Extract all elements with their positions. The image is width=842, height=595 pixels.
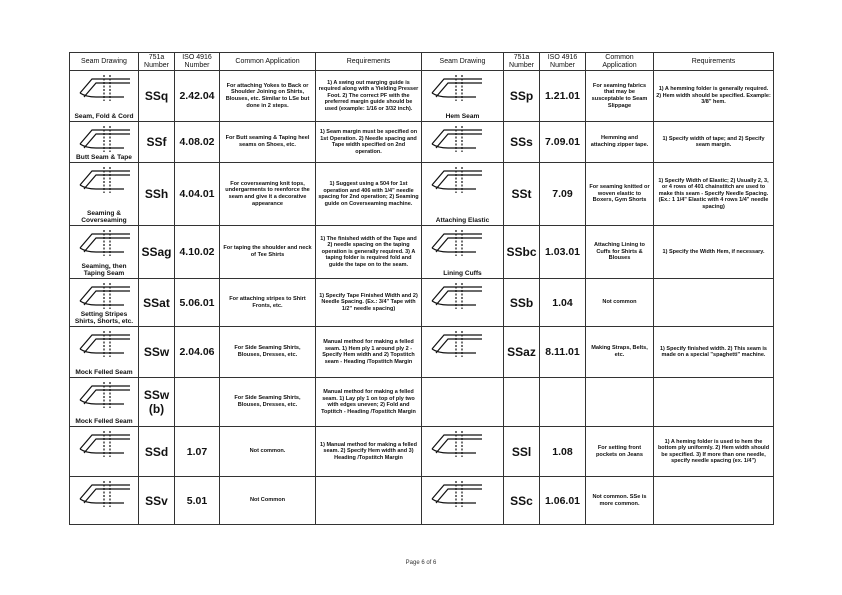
seam-iso-number: 4.10.02 [175, 226, 220, 279]
header-751a-number: 751a Number [139, 53, 175, 71]
seam-drawing-icon [426, 124, 486, 156]
seam-iso-number: 7.09 [540, 163, 586, 226]
seam-application: Attaching Lining to Cuffs for Shirts & Blouses [586, 226, 654, 279]
seam-requirements: Manual method for making a felled seam. 1) Lay ply 1 on top of ply two with edges uneven; 2) Fold and Toptitch - Heading /Topstitch Margin [316, 378, 422, 427]
table-row [70, 71, 774, 122]
seam-drawing-icon [426, 165, 486, 197]
seam-751a-number: SSc [504, 477, 540, 525]
seam-application: Making Straps, Belts, etc. [586, 327, 654, 378]
seam-application: Not common. SSe is more common. [586, 477, 654, 525]
seam-drawing-cell [422, 163, 504, 226]
seam-requirements: 1) Specify finished width. 2) This seam is made on a special "spaghetti" machine. [654, 327, 774, 378]
seam-application: For taping the shoulder and neck of Tee Shirts [220, 226, 316, 279]
table-row [70, 427, 774, 477]
seam-requirements [316, 477, 422, 525]
seam-iso-number: 5.06.01 [175, 279, 220, 327]
seam-iso-number: 8.11.01 [540, 327, 586, 378]
seam-application: For setting front pockets on Jeans [586, 427, 654, 477]
seam-751a-number: SSag [139, 226, 175, 279]
seam-application: Not common. [220, 427, 316, 477]
seam-drawing-cell [422, 378, 504, 427]
page-footer: Page 6 of 6 [405, 560, 437, 566]
seam-application: Not Common [220, 477, 316, 525]
seam-iso-number: 4.08.02 [175, 122, 220, 163]
seam-drawing-cell [422, 122, 504, 163]
seam-drawing-icon [426, 329, 486, 361]
seam-requirements [654, 279, 774, 327]
header-seam-drawing: Seam Drawing [70, 53, 139, 71]
table-row [70, 279, 774, 327]
seam-requirements [654, 378, 774, 427]
seam-drawing-icon [426, 281, 486, 313]
seam-drawing-icon [74, 73, 134, 105]
seam-iso-number: 5.01 [175, 477, 220, 525]
table-row [70, 163, 774, 226]
seam-caption: Hem Seam [445, 113, 480, 120]
seam-application: For attaching stripes to Shirt Fronts, etc. [220, 279, 316, 327]
seam-iso-number: 1.03.01 [540, 226, 586, 279]
seam-751a-number: SSh [139, 163, 175, 226]
seam-caption: Butt Seam & Tape [76, 154, 132, 161]
seam-drawing-cell [70, 226, 139, 279]
seam-drawing-icon [74, 479, 134, 511]
seam-iso-number: 1.07 [175, 427, 220, 477]
seam-requirements: 1) Seam margin must be specified on 1st Operation. 2) Needle spacing and Tape width specified on 2nd operation. [316, 122, 422, 163]
seam-iso-number: 1.21.01 [540, 71, 586, 122]
seam-application [586, 378, 654, 427]
table-row [70, 327, 774, 378]
seam-751a-number: SSf [139, 122, 175, 163]
seam-drawing-icon [426, 228, 486, 260]
seam-iso-number: 4.04.01 [175, 163, 220, 226]
seam-drawing-cell [422, 427, 504, 477]
header-row [70, 53, 774, 71]
table-row [70, 477, 774, 525]
header-common-application: Common Application [220, 53, 316, 71]
seam-requirements: 1) A hemming folder is generally required. 2) Hem width should be specified. Example: 3/8" hem. [654, 71, 774, 122]
seam-application: For Side Seaming Shirts, Blouses, Dresses, etc. [220, 327, 316, 378]
seam-drawing-cell [422, 226, 504, 279]
seam-requirements: 1) Specify the Width Hem, if necessary. [654, 226, 774, 279]
seam-caption: Mock Felled Seam [75, 369, 133, 376]
seam-751a-number: SSt [504, 163, 540, 226]
seam-drawing-cell [70, 122, 139, 163]
seam-caption: Mock Felled Seam [75, 418, 133, 425]
seam-requirements [654, 477, 774, 525]
seam-iso-number [175, 378, 220, 427]
seam-drawing-icon [426, 479, 486, 511]
seam-drawing-icon [74, 165, 134, 197]
seam-751a-number: SSl [504, 427, 540, 477]
table-row [70, 122, 774, 163]
seam-drawing-icon [426, 73, 486, 105]
seam-751a-number: SSbc [504, 226, 540, 279]
seam-caption: Attaching Elastic [435, 217, 490, 224]
seam-751a-number: SSw [139, 327, 175, 378]
seam-requirements: 1) A swing out marging guide is required along with a Yielding Presser Foot. 2) The correct PF with the preferred margin guide should be used (example: 1/16 or 3/32 inch). [316, 71, 422, 122]
header-common-application: Common Application [586, 53, 654, 71]
header-751a-number: 751a Number [504, 53, 540, 71]
seam-751a-number: SSb [504, 279, 540, 327]
seam-requirements: 1) A heming folder is used to hem the bottom ply uniformly. 2) Hem width should be specified. 3) If more than one needle, specify needle spacing (ex. 1/4") [654, 427, 774, 477]
seam-requirements: 1) Suggest using a 504 for 1st operation and 406 with 1/4" needle spacing for 2nd operation; 2) Seaming guide on Coverseaming machine. [316, 163, 422, 226]
seam-drawing-icon [74, 228, 134, 260]
seam-751a-number: SSat [139, 279, 175, 327]
seam-drawing-icon [74, 329, 134, 361]
seam-application: For Side Seaming Shirts, Blouses, Dresses, etc. [220, 378, 316, 427]
seam-application: For coverseaming knit tops, undergarments to reenforce the seam and give it a decorative appearance [220, 163, 316, 226]
seam-drawing-icon [74, 124, 134, 156]
seam-751a-number: SSs [504, 122, 540, 163]
seam-application: For seaming fabrics that may be susceptable to Seam Slippage [586, 71, 654, 122]
seam-751a-number: SSq [139, 71, 175, 122]
seam-iso-number: 1.04 [540, 279, 586, 327]
seam-application: Not common [586, 279, 654, 327]
seam-requirements: 1) Manual method for making a felled seam. 2) Specify Hem width and 3) Heading /Topstitch Margin [316, 427, 422, 477]
seam-drawing-cell [70, 477, 139, 525]
seam-iso-number: 1.06.01 [540, 477, 586, 525]
seam-751a-number [504, 378, 540, 427]
seam-drawing-icon [74, 281, 134, 313]
seam-drawing-cell [422, 477, 504, 525]
header-seam-drawing: Seam Drawing [422, 53, 504, 71]
seam-iso-number: 1.08 [540, 427, 586, 477]
seam-caption: Lining Cuffs [443, 270, 482, 277]
header-iso-number: ISO 4916 Number [540, 53, 586, 71]
seam-drawing-cell [70, 378, 139, 427]
table-row [70, 226, 774, 279]
seam-drawing-cell [70, 279, 139, 327]
seam-application: Hemming and attaching zipper tape. [586, 122, 654, 163]
seam-drawing-cell [70, 327, 139, 378]
seam-requirements: 1) Specify width of tape; and 2) Specify seam margin. [654, 122, 774, 163]
seam-iso-number [540, 378, 586, 427]
seam-iso-number: 2.42.04 [175, 71, 220, 122]
seam-caption: Setting Stripes Shirts, Shorts, etc. [74, 311, 134, 325]
seam-caption: Seam, Fold & Cord [74, 113, 134, 120]
seam-table [69, 52, 774, 525]
seam-application: For attaching Yokes to Back or Shoulder Joining on Shirts, Blouses, etc. Similar to LSe but done in 2 steps. [220, 71, 316, 122]
seam-requirements: 1) The finished width of the Tape and 2) needle spacing on the taping operation is generally required. 3) A taping folder is required fold and guide the tape on to the seam. [316, 226, 422, 279]
header-requirements: Requirements [316, 53, 422, 71]
seam-751a-number: SSd [139, 427, 175, 477]
header-requirements: Requirements [654, 53, 774, 71]
seam-drawing-icon [74, 380, 134, 412]
seam-iso-number: 7.09.01 [540, 122, 586, 163]
table-row [70, 378, 774, 427]
seam-requirements: 1) Specify Tape Finished Width and 2) Needle Spacing. (Ex.: 3/4" Tape with 1/2" needle spacing) [316, 279, 422, 327]
seam-requirements: 1) Specify Width of Elastic; 2) Usually 2, 3, or 4 rows of 401 chainstitch are used to make this seam - Specify Needle Spacing. (Ex.: 1 1/4" Elastic with 4 rows 1/4" needle spacing) [654, 163, 774, 226]
seam-751a-number: SSv [139, 477, 175, 525]
seam-drawing-icon [74, 429, 134, 461]
seam-drawing-icon [426, 429, 486, 461]
seam-requirements: Manual method for making a felled seam. 1) Hem ply 1 around ply 2 - Specify Hem width and 2) Topstitch seam - Heading /Topstitch Margin [316, 327, 422, 378]
seam-751a-number: SSp [504, 71, 540, 122]
seam-drawing-cell [422, 279, 504, 327]
seam-drawing-cell [70, 427, 139, 477]
seam-drawing-cell [70, 163, 139, 226]
seam-caption: Seaming & Coverseaming [81, 210, 127, 224]
seam-application: For seaming knitted or woven elastic to Boxers, Gym Shorts [586, 163, 654, 226]
header-iso-number: ISO 4916 Number [175, 53, 220, 71]
seam-751a-number: SSw (b) [139, 378, 175, 427]
seam-drawing-cell [422, 71, 504, 122]
seam-iso-number: 2.04.06 [175, 327, 220, 378]
seam-caption: Seaming, then Taping Seam [81, 263, 127, 277]
seam-drawing-cell [422, 327, 504, 378]
seam-drawing-cell [70, 71, 139, 122]
seam-751a-number: SSaz [504, 327, 540, 378]
seam-application: For Butt seaming & Taping heel seams on Shoes, etc. [220, 122, 316, 163]
